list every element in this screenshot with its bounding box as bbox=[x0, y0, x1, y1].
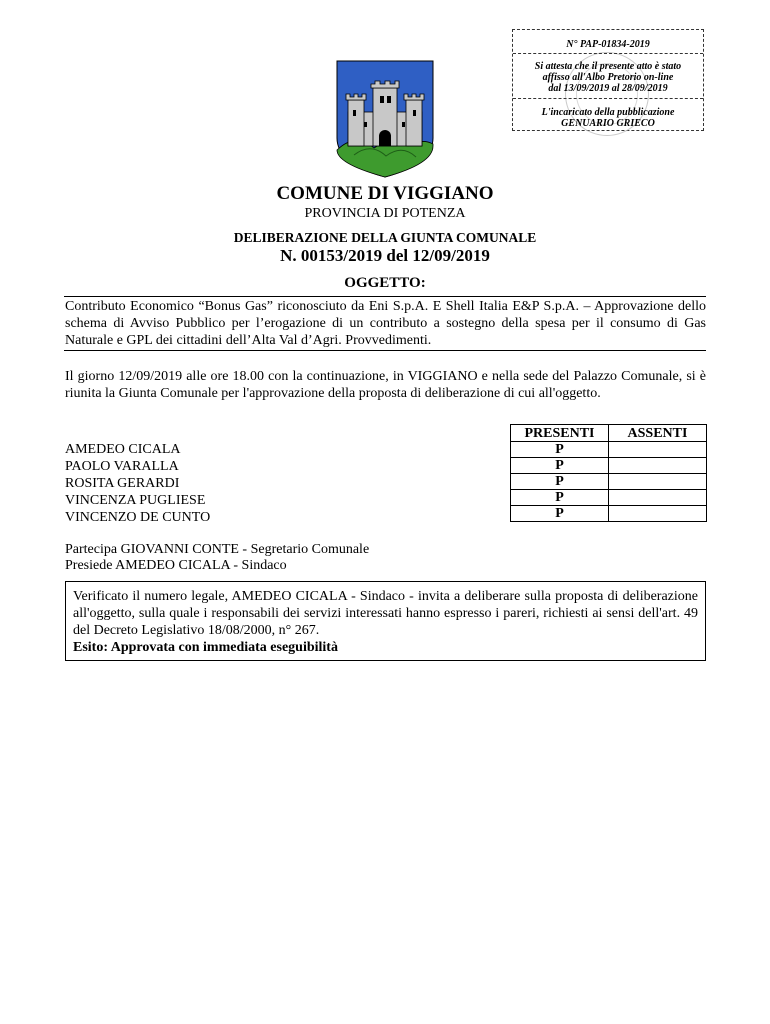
verification-box bbox=[65, 581, 706, 661]
stamp-signer-role: L'incaricato della pubblicazione bbox=[541, 107, 675, 118]
attendance-header-row bbox=[511, 425, 707, 442]
present-column-header: PRESENTI bbox=[511, 425, 609, 442]
absent-cell bbox=[609, 442, 707, 458]
coat-of-arms bbox=[336, 60, 434, 178]
absent-cell bbox=[609, 490, 707, 506]
table-row bbox=[511, 490, 707, 506]
stamp-protocol: N° PAP-01834-2019 bbox=[566, 39, 650, 50]
stamp-divider bbox=[513, 53, 703, 54]
subject-label: OGGETTO: bbox=[344, 275, 426, 291]
table-row bbox=[511, 458, 707, 474]
absent-cell bbox=[609, 474, 707, 490]
member-name: PAOLO VARALLA bbox=[65, 459, 179, 474]
member-name: AMEDEO CICALA bbox=[65, 442, 181, 457]
members-list bbox=[65, 441, 210, 526]
table-row bbox=[511, 506, 707, 522]
member-name: VINCENZO DE CUNTO bbox=[65, 510, 211, 525]
absent-column-header: ASSENTI bbox=[609, 425, 707, 442]
stamp-line-1: Si attesta che il presente atto è stato bbox=[534, 61, 682, 72]
secretary-line: Partecipa GIOVANNI CONTE - Segretario Comunale bbox=[65, 542, 370, 557]
participants-block bbox=[65, 542, 369, 574]
stamp-signer-name: GENUARIO GRIECO bbox=[561, 118, 655, 129]
stamp-line-3: dal 13/09/2019 al 28/09/2019 bbox=[548, 83, 668, 94]
attendance-table bbox=[510, 424, 707, 522]
present-cell: P bbox=[511, 490, 609, 506]
table-row bbox=[511, 474, 707, 490]
subject-top-rule bbox=[64, 296, 706, 297]
subject-bottom-rule bbox=[64, 350, 706, 351]
present-cell: P bbox=[511, 442, 609, 458]
stamp-divider bbox=[513, 98, 703, 99]
deliberation-number: N. 00153/2019 del 12/09/2019 bbox=[280, 246, 490, 265]
stamp-line-2: affisso all'Albo Pretorio on-line bbox=[542, 72, 674, 83]
present-cell: P bbox=[511, 474, 609, 490]
comune-title: COMUNE DI VIGGIANO bbox=[276, 183, 494, 204]
table-row bbox=[511, 442, 707, 458]
verification-text: Verificato il numero legale, AMEDEO CICALA - Sindaco - invita a deliberare sulla proposta di deliberazione all'oggetto, sulla quale i responsabili dei servizi interessati hanno espresso i pareri, richiesti ai sensi dell'art. 49 del Decreto Legislativo 18/08/2000, n° 267. bbox=[73, 589, 698, 638]
province-name: PROVINCIA DI POTENZA bbox=[304, 206, 466, 221]
present-cell: P bbox=[511, 506, 609, 522]
publication-stamp bbox=[512, 29, 704, 131]
meeting-text: Il giorno 12/09/2019 alle ore 18.00 con la continuazione, in VIGGIANO e nella sede del Palazzo Comunale, si è riunita la Giunta Comunale per l'approvazione della proposta di deliberazione di cui all'oggetto. bbox=[65, 369, 706, 401]
subject-text: Contributo Economico “Bonus Gas” riconosciuto da Eni S.p.A. E Shell Italia E&P S.p.A. – Approvazione dello schema di Avviso Pubblico per l’erogazione di un contributo a sostegno della spesa per il consumo di Gas Naturale e GPL dei cittadini dell’Alta Val d’Agri. Provvedimenti. bbox=[65, 299, 706, 348]
outcome-text: Esito: Approvata con immediata eseguibilità bbox=[73, 640, 338, 655]
castle-shield-icon bbox=[336, 60, 434, 178]
member-name: VINCENZA PUGLIESE bbox=[65, 493, 206, 508]
present-cell: P bbox=[511, 458, 609, 474]
deliberation-heading: DELIBERAZIONE DELLA GIUNTA COMUNALE bbox=[233, 230, 537, 245]
president-line: Presiede AMEDEO CICALA - Sindaco bbox=[65, 558, 287, 573]
member-name: ROSITA GERARDI bbox=[65, 476, 180, 491]
absent-cell bbox=[609, 458, 707, 474]
absent-cell bbox=[609, 506, 707, 522]
